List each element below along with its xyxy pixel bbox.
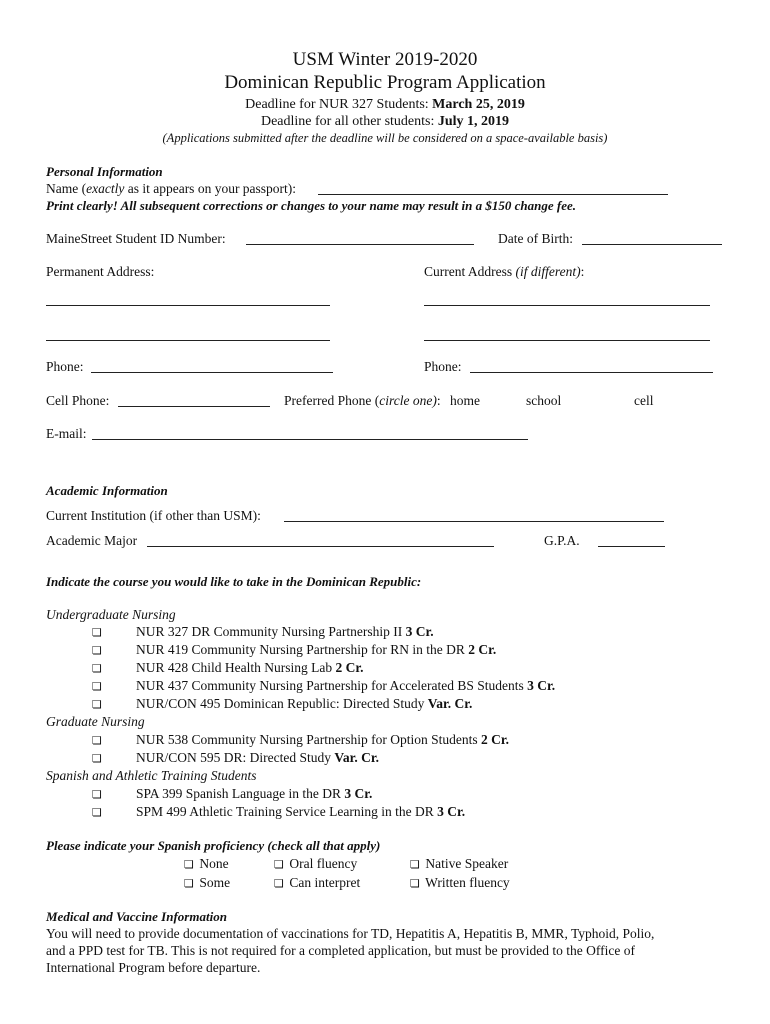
deadline-nur327 bbox=[0, 97, 770, 113]
option-label: Some bbox=[199, 875, 231, 890]
academic-heading: Academic Information bbox=[46, 483, 168, 498]
course-text: NUR 437 Community Nursing Partnership for Accelerated BS Students bbox=[136, 678, 528, 693]
institution-field[interactable] bbox=[284, 521, 664, 522]
deadline-note: (Applications submitted after the deadline will be considered on a space-available basis) bbox=[162, 131, 608, 145]
dob-field[interactable] bbox=[582, 244, 722, 245]
current-address-note: (if different) bbox=[515, 264, 581, 279]
phone-label: Phone: bbox=[46, 359, 84, 374]
checkbox-icon[interactable]: ❏ bbox=[92, 734, 102, 747]
preferred-option-cell[interactable]: cell bbox=[634, 393, 654, 408]
spanish-option-native[interactable] bbox=[410, 856, 508, 872]
phone-field[interactable] bbox=[91, 372, 333, 373]
course-credit: 3 Cr. bbox=[437, 804, 466, 819]
name-warning: Print clearly! All subsequent corrections or changes to your name may result in a $150 change fee. bbox=[46, 198, 577, 213]
medical-text-line1: You will need to provide documentation of vaccinations for TD, Hepatitis A, Hepatitis B, MMR, Typhoid, Polio, bbox=[46, 926, 655, 941]
option-label: Can interpret bbox=[289, 875, 361, 890]
preferred-label-text: Preferred Phone ( bbox=[284, 393, 380, 408]
current-address-text: Current Address bbox=[424, 264, 516, 279]
current-address-colon: : bbox=[580, 264, 585, 279]
student-id-label: MaineStreet Student ID Number: bbox=[46, 231, 226, 246]
spanish-heading: Please indicate your Spanish proficiency (check all that apply) bbox=[46, 838, 381, 853]
deadline-date: March 25, 2019 bbox=[432, 97, 525, 112]
course-credit: 3 Cr. bbox=[344, 786, 373, 801]
name-field[interactable] bbox=[318, 194, 668, 195]
course-nur419[interactable] bbox=[92, 642, 496, 658]
course-nurcon495[interactable] bbox=[92, 696, 472, 712]
spanish-option-oral[interactable] bbox=[274, 856, 357, 872]
checkbox-icon[interactable]: ❏ bbox=[274, 877, 284, 890]
preferred-label-colon: : bbox=[436, 393, 441, 408]
course-text: NUR/CON 595 DR: Directed Study bbox=[136, 750, 335, 765]
course-nur437[interactable] bbox=[92, 678, 555, 694]
course-text: SPA 399 Spanish Language in the DR bbox=[136, 786, 345, 801]
email-label: E-mail: bbox=[46, 426, 87, 441]
group-spanish-athletic: Spanish and Athletic Training Students bbox=[46, 768, 257, 783]
checkbox-icon[interactable]: ❏ bbox=[92, 752, 102, 765]
page-subtitle: Dominican Republic Program Application bbox=[224, 72, 546, 93]
name-label-pre: Name ( bbox=[46, 181, 87, 196]
deadline-label: Deadline for NUR 327 Students: bbox=[245, 97, 433, 112]
name-label-em: exactly bbox=[86, 181, 125, 196]
current-address-label bbox=[424, 264, 584, 280]
checkbox-icon[interactable]: ❏ bbox=[184, 858, 194, 871]
current-address-line2[interactable] bbox=[424, 340, 710, 341]
preferred-phone-label bbox=[284, 393, 441, 409]
permanent-address-line2[interactable] bbox=[46, 340, 330, 341]
permanent-address-line1[interactable] bbox=[46, 305, 330, 306]
course-credit: Var. Cr. bbox=[334, 750, 380, 765]
email-field[interactable] bbox=[92, 439, 528, 440]
dob-label: Date of Birth: bbox=[498, 231, 573, 246]
course-credit: 2 Cr. bbox=[335, 660, 364, 675]
spanish-option-some[interactable] bbox=[184, 875, 230, 891]
phone2-field[interactable] bbox=[470, 372, 713, 373]
checkbox-icon[interactable]: ❏ bbox=[92, 626, 102, 639]
deadline-others bbox=[0, 114, 770, 130]
course-nur428[interactable] bbox=[92, 660, 364, 676]
checkbox-icon[interactable]: ❏ bbox=[92, 680, 102, 693]
courses-heading: Indicate the course you would like to take in the Dominican Republic: bbox=[46, 574, 422, 589]
group-graduate: Graduate Nursing bbox=[46, 714, 145, 729]
course-text: NUR 428 Child Health Nursing Lab bbox=[136, 660, 336, 675]
deadline-date: July 1, 2019 bbox=[437, 114, 510, 129]
medical-text-line2: and a PPD test for TB. This is not required for a completed application, but must be provided to the Office of bbox=[46, 943, 636, 958]
name-label bbox=[46, 181, 296, 197]
personal-heading: Personal Information bbox=[46, 164, 163, 179]
checkbox-icon[interactable]: ❏ bbox=[410, 858, 420, 871]
course-credit: Var. Cr. bbox=[427, 696, 473, 711]
checkbox-icon[interactable]: ❏ bbox=[92, 698, 102, 711]
checkbox-icon[interactable]: ❏ bbox=[92, 788, 102, 801]
preferred-option-school[interactable]: school bbox=[526, 393, 562, 408]
course-credit: 2 Cr. bbox=[481, 732, 510, 747]
course-text: NUR 419 Community Nursing Partnership for RN in the DR bbox=[136, 642, 469, 657]
preferred-label-em: circle one) bbox=[379, 393, 437, 408]
spanish-option-interpret[interactable] bbox=[274, 875, 360, 891]
phone2-label: Phone: bbox=[424, 359, 462, 374]
option-label: None bbox=[199, 856, 229, 871]
course-spm499[interactable] bbox=[92, 804, 465, 820]
course-nurcon595[interactable] bbox=[92, 750, 379, 766]
name-label-post: as it appears on your passport): bbox=[124, 181, 297, 196]
option-label: Written fluency bbox=[425, 875, 510, 890]
medical-text-line3: International Program before departure. bbox=[46, 960, 261, 975]
course-spa399[interactable] bbox=[92, 786, 372, 802]
checkbox-icon[interactable]: ❏ bbox=[92, 644, 102, 657]
gpa-label: G.P.A. bbox=[544, 533, 580, 548]
current-address-line1[interactable] bbox=[424, 305, 710, 306]
course-text: NUR 538 Community Nursing Partnership for Option Students bbox=[136, 732, 481, 747]
medical-heading: Medical and Vaccine Information bbox=[46, 909, 227, 924]
course-credit: 2 Cr. bbox=[468, 642, 497, 657]
course-text: NUR 327 DR Community Nursing Partnership II bbox=[136, 624, 406, 639]
course-text: SPM 499 Athletic Training Service Learning in the DR bbox=[136, 804, 438, 819]
checkbox-icon[interactable]: ❏ bbox=[92, 662, 102, 675]
student-id-field[interactable] bbox=[246, 244, 474, 245]
checkbox-icon[interactable]: ❏ bbox=[184, 877, 194, 890]
page-title: USM Winter 2019-2020 bbox=[292, 49, 478, 70]
permanent-address-label: Permanent Address: bbox=[46, 264, 155, 279]
spanish-option-written[interactable] bbox=[410, 875, 510, 891]
preferred-option-home[interactable]: home bbox=[450, 393, 480, 408]
deadline-label: Deadline for all other students: bbox=[260, 114, 438, 129]
spanish-option-none[interactable] bbox=[184, 856, 229, 872]
institution-label: Current Institution (if other than USM): bbox=[46, 508, 261, 523]
checkbox-icon[interactable]: ❏ bbox=[92, 806, 102, 819]
course-text: NUR/CON 495 Dominican Republic: Directed Study bbox=[136, 696, 428, 711]
course-credit: 3 Cr. bbox=[405, 624, 434, 639]
course-credit: 3 Cr. bbox=[527, 678, 556, 693]
course-nur327[interactable] bbox=[92, 624, 434, 640]
cell-phone-field[interactable] bbox=[118, 406, 270, 407]
cell-phone-label: Cell Phone: bbox=[46, 393, 110, 408]
group-undergraduate: Undergraduate Nursing bbox=[46, 607, 176, 622]
major-field[interactable] bbox=[147, 546, 494, 547]
course-nur538[interactable] bbox=[92, 732, 509, 748]
gpa-field[interactable] bbox=[598, 546, 665, 547]
checkbox-icon[interactable]: ❏ bbox=[274, 858, 284, 871]
option-label: Native Speaker bbox=[425, 856, 509, 871]
checkbox-icon[interactable]: ❏ bbox=[410, 877, 420, 890]
option-label: Oral fluency bbox=[289, 856, 358, 871]
major-label: Academic Major bbox=[46, 533, 138, 548]
